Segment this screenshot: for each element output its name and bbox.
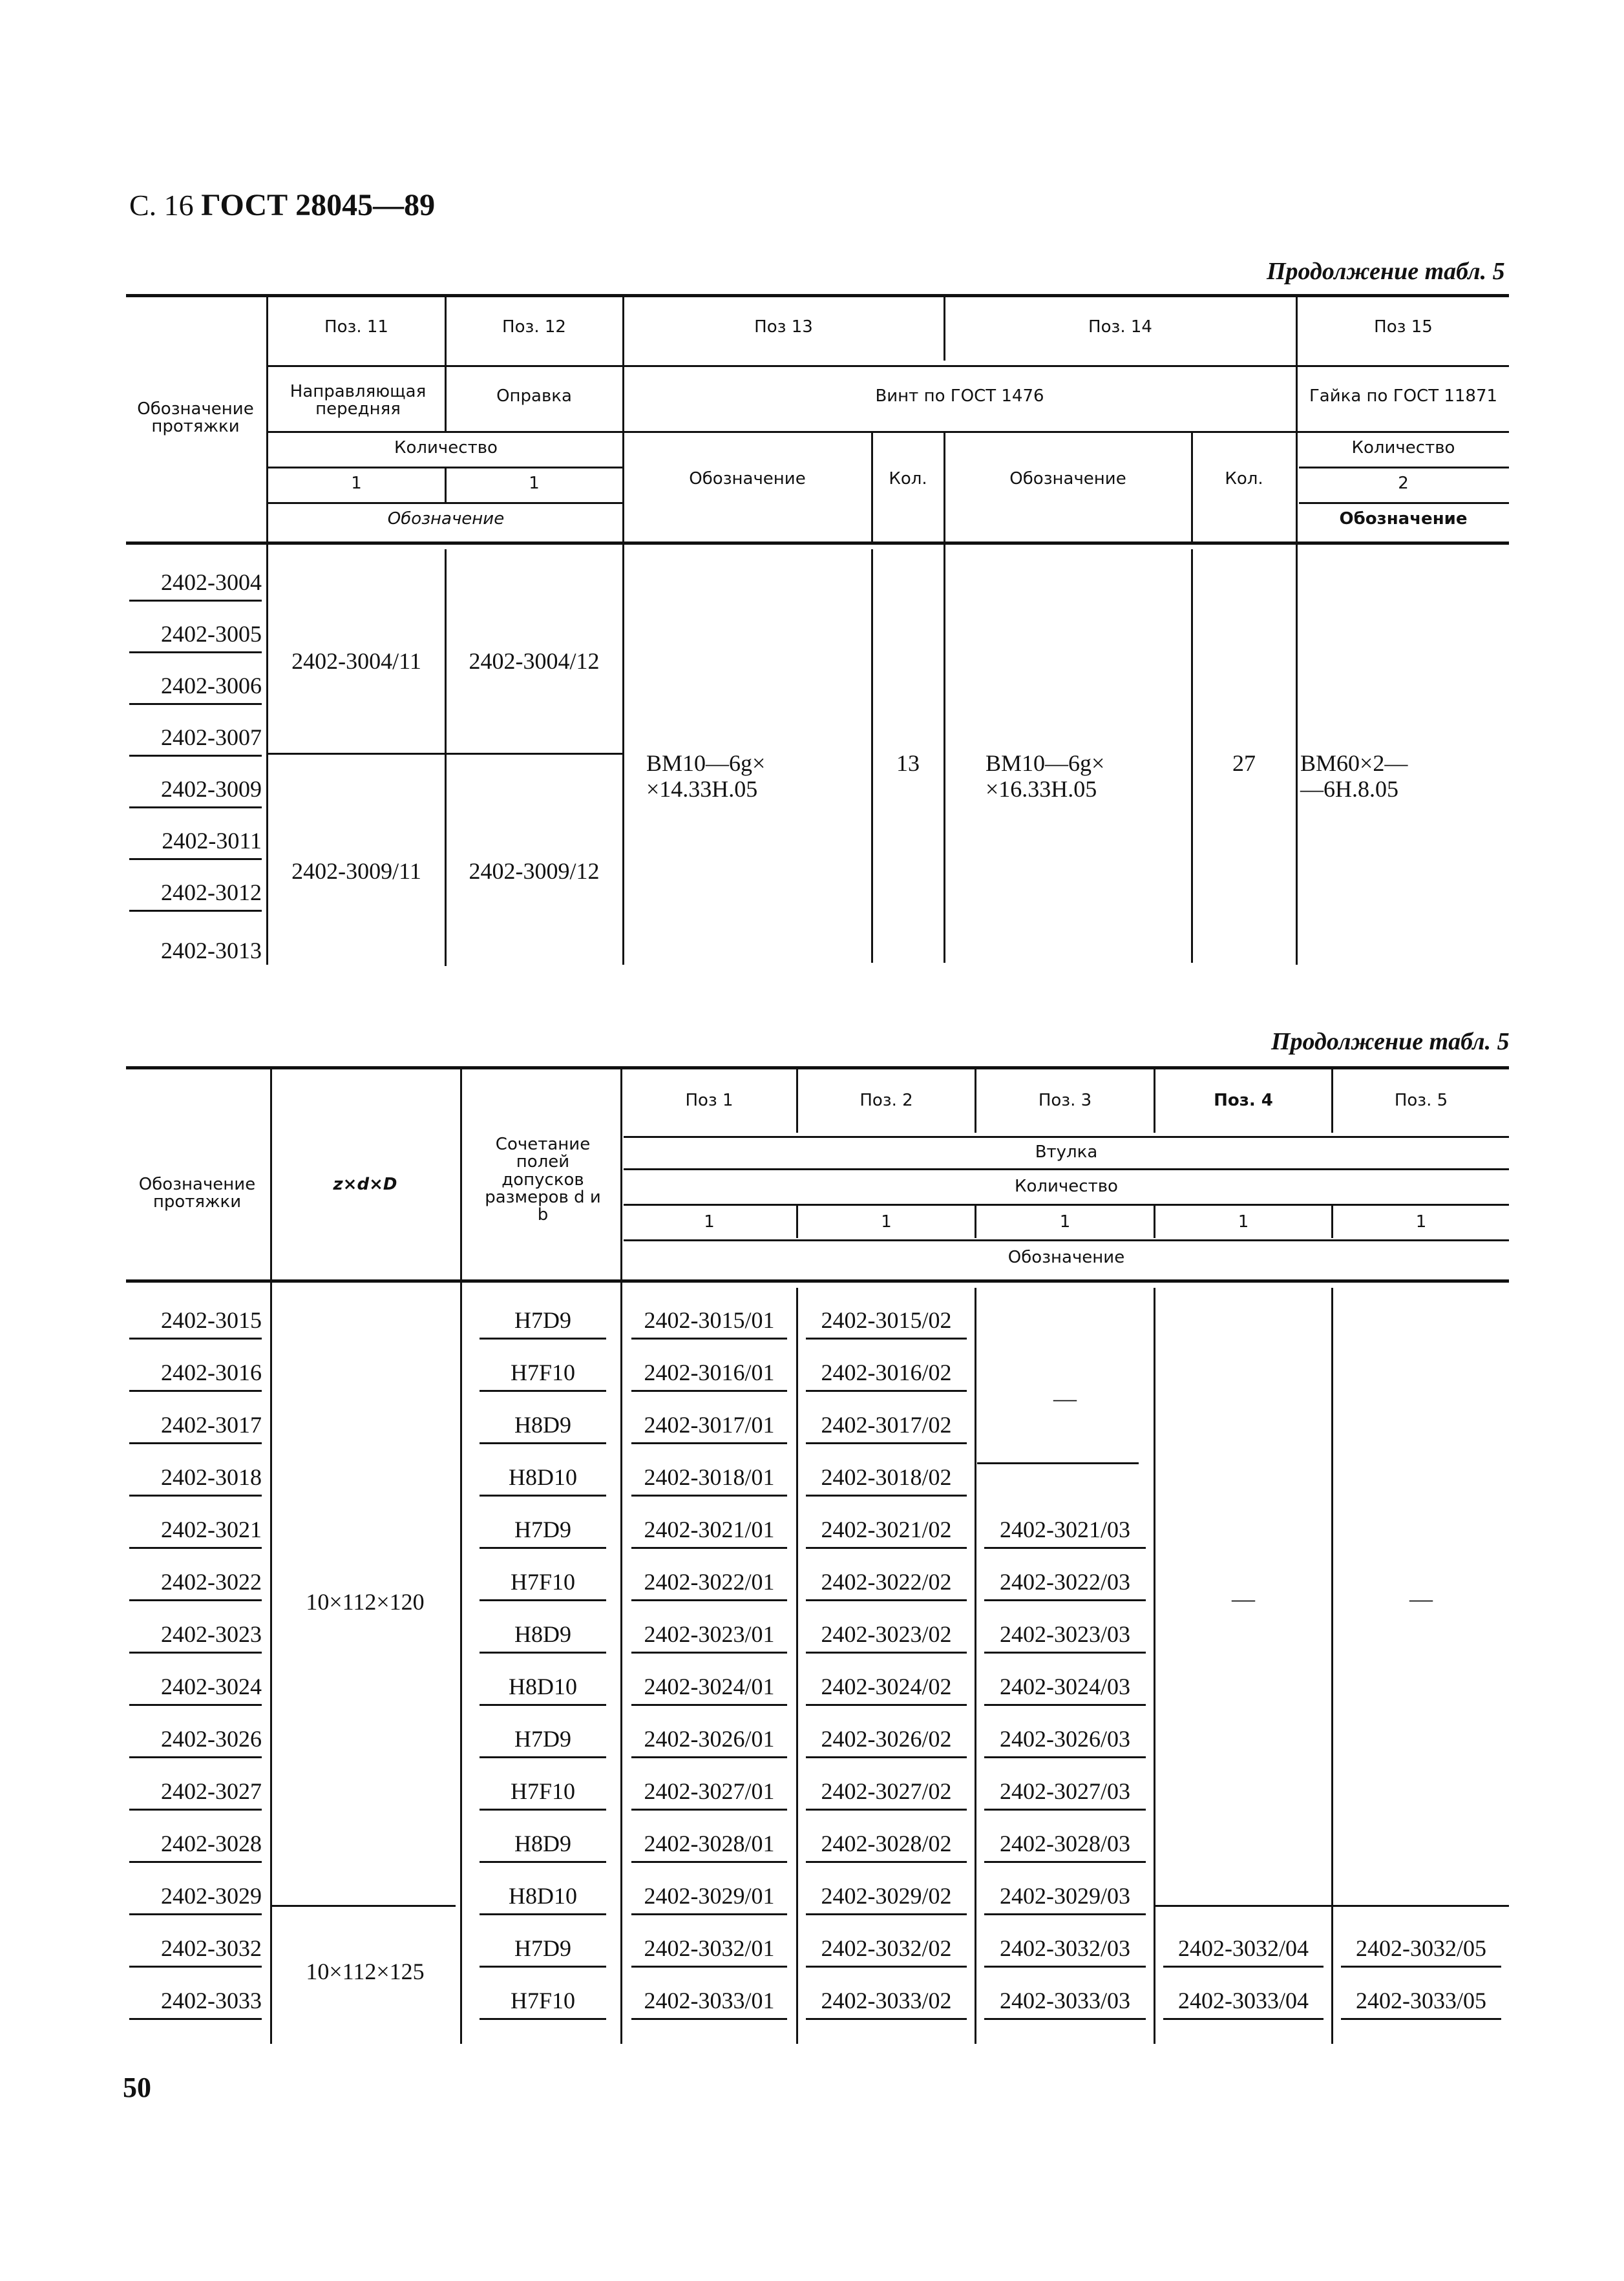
rule	[446, 365, 624, 367]
row-underline	[129, 1599, 262, 1601]
table-2-cell-fit: Н7F10	[510, 1988, 576, 2013]
table-2-cell-p1: 2402-3018/01	[644, 1464, 775, 1490]
table-2-top-rule	[126, 1066, 1509, 1069]
table-1-row-code: 2402-3005	[161, 621, 262, 647]
rule	[624, 1168, 1509, 1170]
row-underline	[129, 1442, 262, 1444]
table-2-cell-p2: 2402-3023/02	[821, 1621, 952, 1647]
pos-5-dash: —	[1409, 1586, 1433, 1612]
rule	[624, 431, 1299, 433]
rule	[624, 1204, 1509, 1206]
cell-underline	[1163, 2018, 1323, 2020]
cell-underline	[806, 1809, 967, 1811]
desig-label-2: Обозначение	[1007, 1248, 1125, 1267]
rule	[624, 365, 1299, 367]
table-2-cell-p3: 2402-3029/03	[1000, 1883, 1130, 1909]
table-2-cell-p2: 2402-3033/02	[821, 1988, 952, 2013]
row-underline	[129, 1809, 262, 1811]
table-2-cell-p5: 2402-3032/05	[1356, 1935, 1486, 1961]
cell-underline	[984, 1913, 1146, 1915]
rule	[624, 1239, 1509, 1241]
cell-underline	[480, 1861, 606, 1863]
table-1-continuation: Продолжение табл. 5	[1267, 258, 1505, 285]
header-standard: ГОСТ 28045—89	[201, 188, 436, 222]
cell-underline	[806, 1599, 967, 1601]
rule	[944, 433, 945, 963]
row-underline	[129, 806, 262, 808]
cell-underline	[806, 1547, 967, 1549]
cell-underline	[984, 1809, 1146, 1811]
pos-2: Поз. 2	[859, 1091, 913, 1110]
name-13-14: Винт по ГОСТ 1476	[875, 386, 1044, 406]
cell-underline	[480, 1599, 606, 1601]
table-2-cell-p2: 2402-3027/02	[821, 1778, 952, 1804]
cell-underline	[806, 1756, 967, 1758]
nut-15-line-1: ВМ60×2—	[1300, 750, 1408, 776]
pos-13: Поз 13	[754, 317, 813, 337]
rule	[624, 1136, 1509, 1138]
table-2-cell-p3: 2402-3026/03	[1000, 1726, 1130, 1752]
qty-cell: 1	[1238, 1212, 1249, 1232]
table-2-cell-p3: 2402-3033/03	[1000, 1988, 1130, 2013]
table-2-cell-p4: 2402-3032/04	[1178, 1935, 1309, 1961]
table-2-cell-p1: 2402-3029/01	[644, 1883, 775, 1909]
qty-14: 27	[1232, 750, 1256, 776]
qty-cell: 1	[1059, 1212, 1071, 1232]
table-2-row-code: 2402-3024	[161, 1674, 262, 1699]
cell-underline	[631, 1547, 787, 1549]
cell-underline	[806, 1338, 967, 1340]
nut-15-line-2: —6Н.8.05	[1300, 776, 1398, 802]
table-2-cell-p1: 2402-3023/01	[644, 1621, 775, 1647]
cell-underline	[631, 1495, 787, 1497]
table-2-cell-p1: 2402-3015/01	[644, 1307, 775, 1333]
rule	[1331, 1288, 1333, 2044]
cell-underline	[984, 1652, 1146, 1654]
cell-underline	[806, 1442, 967, 1444]
group-a-12: 2402-3004/12	[469, 648, 600, 674]
zdD-group-b: 10×112×125	[306, 1959, 425, 1984]
cell-underline	[984, 1547, 1146, 1549]
row-underline	[129, 910, 262, 912]
cell-underline	[806, 1704, 967, 1706]
table-2-cell-p2: 2402-3018/02	[821, 1464, 952, 1490]
row-underline	[129, 1495, 262, 1497]
table-2-cell-p1: 2402-3026/01	[644, 1726, 775, 1752]
cell-underline	[480, 1756, 606, 1758]
cell-underline	[806, 1390, 967, 1392]
rule	[445, 549, 447, 966]
pos-4: Поз. 4	[1214, 1091, 1273, 1110]
col-zdD: z×d×D	[333, 1175, 397, 1194]
col-fit-combination: Сочетание полей допусков размеров d и b	[485, 1135, 601, 1225]
cell-underline	[984, 1704, 1146, 1706]
table-2-cell-fit: Н8D9	[514, 1412, 571, 1438]
cell-underline	[631, 1861, 787, 1863]
table-1-row-code: 2402-3009	[161, 776, 262, 802]
rule	[1299, 431, 1509, 433]
group-a-11: 2402-3004/11	[291, 648, 421, 674]
rule	[1154, 1288, 1155, 2044]
table-2-cell-fit: Н7D9	[514, 1935, 571, 1961]
rule	[1299, 467, 1509, 468]
cell-underline	[984, 1966, 1146, 1968]
row-underline	[129, 1913, 262, 1915]
table-2-row-code: 2402-3016	[161, 1360, 262, 1385]
table-2-cell-p2: 2402-3024/02	[821, 1674, 952, 1699]
table-1-header-rule	[126, 541, 1509, 545]
table-1-rowhead: Обозначение протяжки	[137, 399, 254, 437]
table-2-cell-p2: 2402-3016/02	[821, 1360, 952, 1385]
pos-1: Поз 1	[685, 1091, 733, 1110]
cell-underline	[480, 2018, 606, 2020]
row-underline	[129, 1390, 262, 1392]
table-2-cell-fit: Н7F10	[510, 1360, 576, 1385]
table-2-cell-p2: 2402-3022/02	[821, 1569, 952, 1595]
row-underline	[129, 1861, 262, 1863]
rule	[268, 502, 624, 504]
cell-underline	[631, 1704, 787, 1706]
table-2-cell-p2: 2402-3026/02	[821, 1726, 952, 1752]
table-2-cell-fit: Н7D9	[514, 1517, 571, 1542]
rule	[268, 365, 446, 367]
cell-underline	[480, 1704, 606, 1706]
table-2-continuation: Продолжение табл. 5	[1271, 1028, 1510, 1055]
table-2-cell-p1: 2402-3033/01	[644, 1988, 775, 2013]
table-2-row-code: 2402-3028	[161, 1831, 262, 1856]
table-2-row-code: 2402-3029	[161, 1883, 262, 1909]
cell-underline	[480, 1495, 606, 1497]
table-2-cell-p3: 2402-3028/03	[1000, 1831, 1130, 1856]
table-2-cell-p1: 2402-3032/01	[644, 1935, 775, 1961]
cell-underline	[480, 1966, 606, 1968]
screw-13-line-2: ×14.33Н.05	[646, 776, 758, 802]
row-underline	[129, 1704, 262, 1706]
kol-14: Кол.	[1225, 469, 1263, 489]
table-1-row-code: 2402-3007	[161, 724, 262, 750]
table-2-cell-p2: 2402-3028/02	[821, 1831, 952, 1856]
qty-label-2: Количество	[1015, 1177, 1118, 1196]
group-b-11: 2402-3009/11	[291, 858, 421, 884]
table-2-cell-fit: Н8D9	[514, 1831, 571, 1856]
qty-label-15: Количество	[1351, 438, 1455, 457]
name-12: Оправка	[496, 386, 572, 406]
cell-underline	[984, 1861, 1146, 1863]
cell-underline	[631, 2018, 787, 2020]
table-2-row-code: 2402-3033	[161, 1988, 262, 2013]
rule	[620, 1068, 622, 2044]
qty-cell: 1	[881, 1212, 892, 1232]
screw-13-line-1: ВМ10—6g×	[646, 750, 766, 776]
table-2-cell-p2: 2402-3015/02	[821, 1307, 952, 1333]
row-underline	[129, 1652, 262, 1654]
name-15: Гайка по ГОСТ 11871	[1309, 386, 1498, 406]
cell-underline	[480, 1547, 606, 1549]
qty-12: 1	[529, 474, 540, 493]
table-1-row-code: 2402-3004	[161, 569, 262, 595]
name-11: Направляющая передняя	[290, 382, 427, 419]
table-2-row-code: 2402-3015	[161, 1307, 262, 1333]
table-2-cell-p3: 2402-3032/03	[1000, 1935, 1130, 1961]
qty-cell: 1	[1415, 1212, 1427, 1232]
cell-underline	[631, 1599, 787, 1601]
table-2-cell-p1: 2402-3027/01	[644, 1778, 775, 1804]
desig-label-15: Обозначение	[1339, 509, 1468, 529]
cell-underline	[480, 1652, 606, 1654]
cell-underline	[631, 1966, 787, 1968]
table-2-cell-fit: Н7D9	[514, 1726, 571, 1752]
desig-label: Обозначение	[387, 509, 505, 529]
cell-underline	[806, 1913, 967, 1915]
cell-underline	[480, 1338, 606, 1340]
table-2-cell-p3: 2402-3024/03	[1000, 1674, 1130, 1699]
cell-underline	[806, 2018, 967, 2020]
table-2-cell-p3: 2402-3022/03	[1000, 1569, 1130, 1595]
table-2-cell-p3: 2402-3023/03	[1000, 1621, 1130, 1647]
table-2-cell-p1: 2402-3017/01	[644, 1412, 775, 1438]
table-1-row-code: 2402-3006	[161, 673, 262, 699]
rule	[977, 1462, 1139, 1464]
table-1-top-rule	[126, 294, 1509, 297]
table-2-cell-p2: 2402-3032/02	[821, 1935, 952, 1961]
cell-underline	[631, 1809, 787, 1811]
table-2-cell-fit: Н8D10	[509, 1883, 577, 1909]
screw-14-line-1: ВМ10—6g×	[986, 750, 1105, 776]
cell-underline	[480, 1809, 606, 1811]
table-2-row-code: 2402-3021	[161, 1517, 262, 1542]
table-2-cell-p3: 2402-3027/03	[1000, 1778, 1130, 1804]
qty-label: Количество	[394, 438, 498, 457]
cell-underline	[631, 1338, 787, 1340]
table-2-cell-p3: 2402-3021/03	[1000, 1517, 1130, 1542]
table-2-cell-p5: 2402-3033/05	[1356, 1988, 1486, 2013]
cell-underline	[631, 1756, 787, 1758]
table-2-row-code: 2402-3018	[161, 1464, 262, 1490]
pos-3: Поз. 3	[1038, 1091, 1092, 1110]
table-1-row-code: 2402-3013	[161, 938, 262, 963]
table-2-row-code: 2402-3026	[161, 1726, 262, 1752]
table-2-cell-p2: 2402-3029/02	[821, 1883, 952, 1909]
row-underline	[129, 1966, 262, 1968]
pos-4-dash: —	[1232, 1586, 1255, 1612]
cell-underline	[631, 1442, 787, 1444]
table-2-row-code: 2402-3023	[161, 1621, 262, 1647]
row-underline	[129, 703, 262, 705]
table-2-cell-fit: Н7D9	[514, 1307, 571, 1333]
desig-14: Обозначение	[1009, 469, 1126, 489]
table-2-rowhead: Обозначение протяжки	[138, 1175, 256, 1212]
cell-underline	[631, 1913, 787, 1915]
pos-12: Поз. 12	[502, 317, 566, 337]
table-2-cell-p2: 2402-3017/02	[821, 1412, 952, 1438]
cell-underline	[480, 1913, 606, 1915]
pos-5: Поз. 5	[1394, 1091, 1448, 1110]
qty-15: 2	[1398, 474, 1409, 493]
cell-underline	[480, 1442, 606, 1444]
table-2-row-code: 2402-3032	[161, 1935, 262, 1961]
cell-underline	[1163, 1966, 1323, 1968]
table-2-cell-p2: 2402-3021/02	[821, 1517, 952, 1542]
rule	[460, 1068, 462, 2044]
cell-underline	[806, 1495, 967, 1497]
cell-underline	[480, 1390, 606, 1392]
table-2-row-code: 2402-3022	[161, 1569, 262, 1595]
rule	[270, 1068, 272, 2044]
table-2-cell-p4: 2402-3033/04	[1178, 1988, 1309, 2013]
table-2-cell-fit: Н7F10	[510, 1778, 576, 1804]
cell-underline	[1341, 2018, 1501, 2020]
cell-underline	[631, 1390, 787, 1392]
row-underline	[129, 2018, 262, 2020]
desig-13: Обозначение	[689, 469, 806, 489]
row-underline	[129, 1756, 262, 1758]
cell-underline	[984, 1599, 1146, 1601]
pos-11: Поз. 11	[324, 317, 388, 337]
row-underline	[129, 1547, 262, 1549]
table-2-cell-p1: 2402-3024/01	[644, 1674, 775, 1699]
row-underline	[129, 858, 262, 860]
table-2-cell-p1: 2402-3021/01	[644, 1517, 775, 1542]
table-2-cell-fit: Н8D10	[509, 1464, 577, 1490]
cell-underline	[806, 1966, 967, 1968]
row-underline	[129, 651, 262, 653]
cell-underline	[984, 2018, 1146, 2020]
table-2-cell-p1: 2402-3016/01	[644, 1360, 775, 1385]
cell-underline	[984, 1756, 1146, 1758]
table-1-row-code: 2402-3011	[162, 828, 262, 854]
bushing-label: Втулка	[1035, 1142, 1098, 1162]
qty-11: 1	[351, 474, 362, 493]
pos-3-dash: —	[1053, 1385, 1077, 1411]
row-underline	[129, 1338, 262, 1340]
cell-underline	[806, 1861, 967, 1863]
table-2-cell-fit: Н8D10	[509, 1674, 577, 1699]
table-2-cell-fit: Н7F10	[510, 1569, 576, 1595]
table-2-cell-p1: 2402-3028/01	[644, 1831, 775, 1856]
cell-underline	[1341, 1966, 1501, 1968]
rule	[1299, 365, 1509, 367]
zdD-group-a: 10×112×120	[306, 1589, 425, 1615]
page-header	[129, 187, 435, 223]
cell-underline	[631, 1652, 787, 1654]
pos-15: Поз 15	[1374, 317, 1433, 337]
rule	[271, 1905, 456, 1907]
rule	[1299, 502, 1509, 504]
table-2-cell-p1: 2402-3022/01	[644, 1569, 775, 1595]
table-2-header-rule	[126, 1279, 1509, 1283]
kol-13: Кол.	[889, 469, 927, 489]
qty-cell: 1	[704, 1212, 715, 1232]
table-1-row-code: 2402-3012	[161, 879, 262, 905]
qty-13: 13	[896, 750, 920, 776]
cell-underline	[806, 1652, 967, 1654]
page-number: 50	[123, 2072, 151, 2103]
rule	[796, 1288, 798, 2044]
screw-14-line-2: ×16.33Н.05	[986, 776, 1097, 802]
group-b-12: 2402-3009/12	[469, 858, 600, 884]
table-2-cell-fit: Н8D9	[514, 1621, 571, 1647]
header-prefix: С. 16	[129, 189, 194, 222]
pos-14: Поз. 14	[1088, 317, 1152, 337]
row-underline	[129, 755, 262, 757]
row-underline	[129, 600, 262, 602]
table-2-row-code: 2402-3027	[161, 1778, 262, 1804]
table-2-row-code: 2402-3017	[161, 1412, 262, 1438]
